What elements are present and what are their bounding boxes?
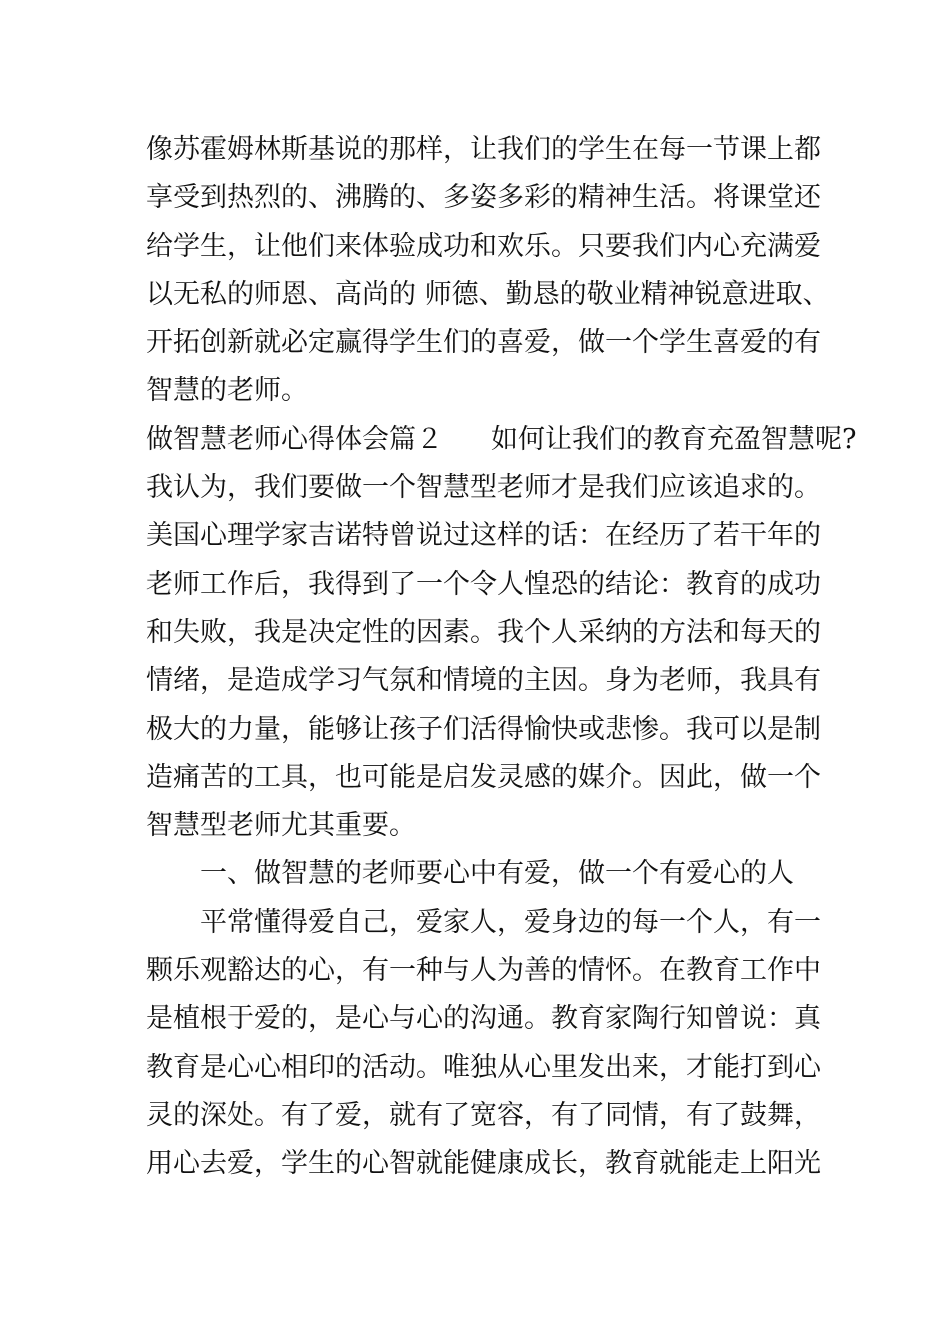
section-heading: 做智慧老师心得体会篇２ <box>146 423 443 455</box>
text-line: 享受到热烈的、沸腾的、多姿多彩的精神生活。将课堂还 <box>146 182 821 214</box>
text-line: 灵的深处。有了爱，就有了宽容，有了同情，有了鼓舞， <box>146 1099 821 1131</box>
text-line: 情绪，是造成学习气氛和情境的主因。身为老师，我具有 <box>146 665 821 697</box>
text-line: 颗乐观豁达的心，有一种与人为善的情怀。在教育工作中 <box>146 955 821 987</box>
text-line: 智慧型老师尤其重要。 <box>146 810 416 842</box>
text-line: 造痛苦的工具，也可能是启发灵感的媒介。因此，做一个 <box>146 761 821 793</box>
document-body <box>146 126 857 1189</box>
text-line: 老师工作后，我得到了一个令人惶恐的结论：教育的成功 <box>146 568 821 600</box>
text-line: 极大的力量，能够让孩子们活得愉快或悲惨。我可以是制 <box>146 713 821 745</box>
subheading: 一、做智慧的老师要心中有爱，做一个有爱心的人 <box>200 858 794 890</box>
section-first-sentence: 如何让我们的教育充盈智慧呢? <box>491 423 857 455</box>
text-line: 以无私的师恩、高尚的 师德、勤恳的敬业精神锐意进取、 <box>146 278 830 310</box>
text-line: 是植根于爱的，是心与心的沟通。教育家陶行知曾说：真 <box>146 1003 821 1035</box>
text-line: 教育是心心相印的活动。唯独从心里发出来，才能打到心 <box>146 1051 821 1083</box>
text-line: 给学生，让他们来体验成功和欢乐。只要我们内心充满爱 <box>146 230 821 262</box>
text-line: 我认为，我们要做一个智慧型老师才是我们应该追求的。 <box>146 472 821 504</box>
text-line: 像苏霍姆林斯基说的那样，让我们的学生在每一节课上都 <box>146 134 821 165</box>
section-heading-line <box>146 416 857 464</box>
text-line: 美国心理学家吉诺特曾说过这样的话：在经历了若干年的 <box>146 520 821 552</box>
text-line: 和失败，我是决定性的因素。我个人采纳的方法和每天的 <box>146 616 821 648</box>
text-line: 智慧的老师。 <box>146 375 308 407</box>
text-line: 用心去爱，学生的心智就能健康成长，教育就能走上阳光 <box>146 1148 821 1180</box>
text-line: 平常懂得爱自己，爱家人，爱身边的每一个人，有一 <box>200 906 821 938</box>
text-line: 开拓创新就必定赢得学生们的喜爱，做一个学生喜爱的有 <box>146 327 821 359</box>
